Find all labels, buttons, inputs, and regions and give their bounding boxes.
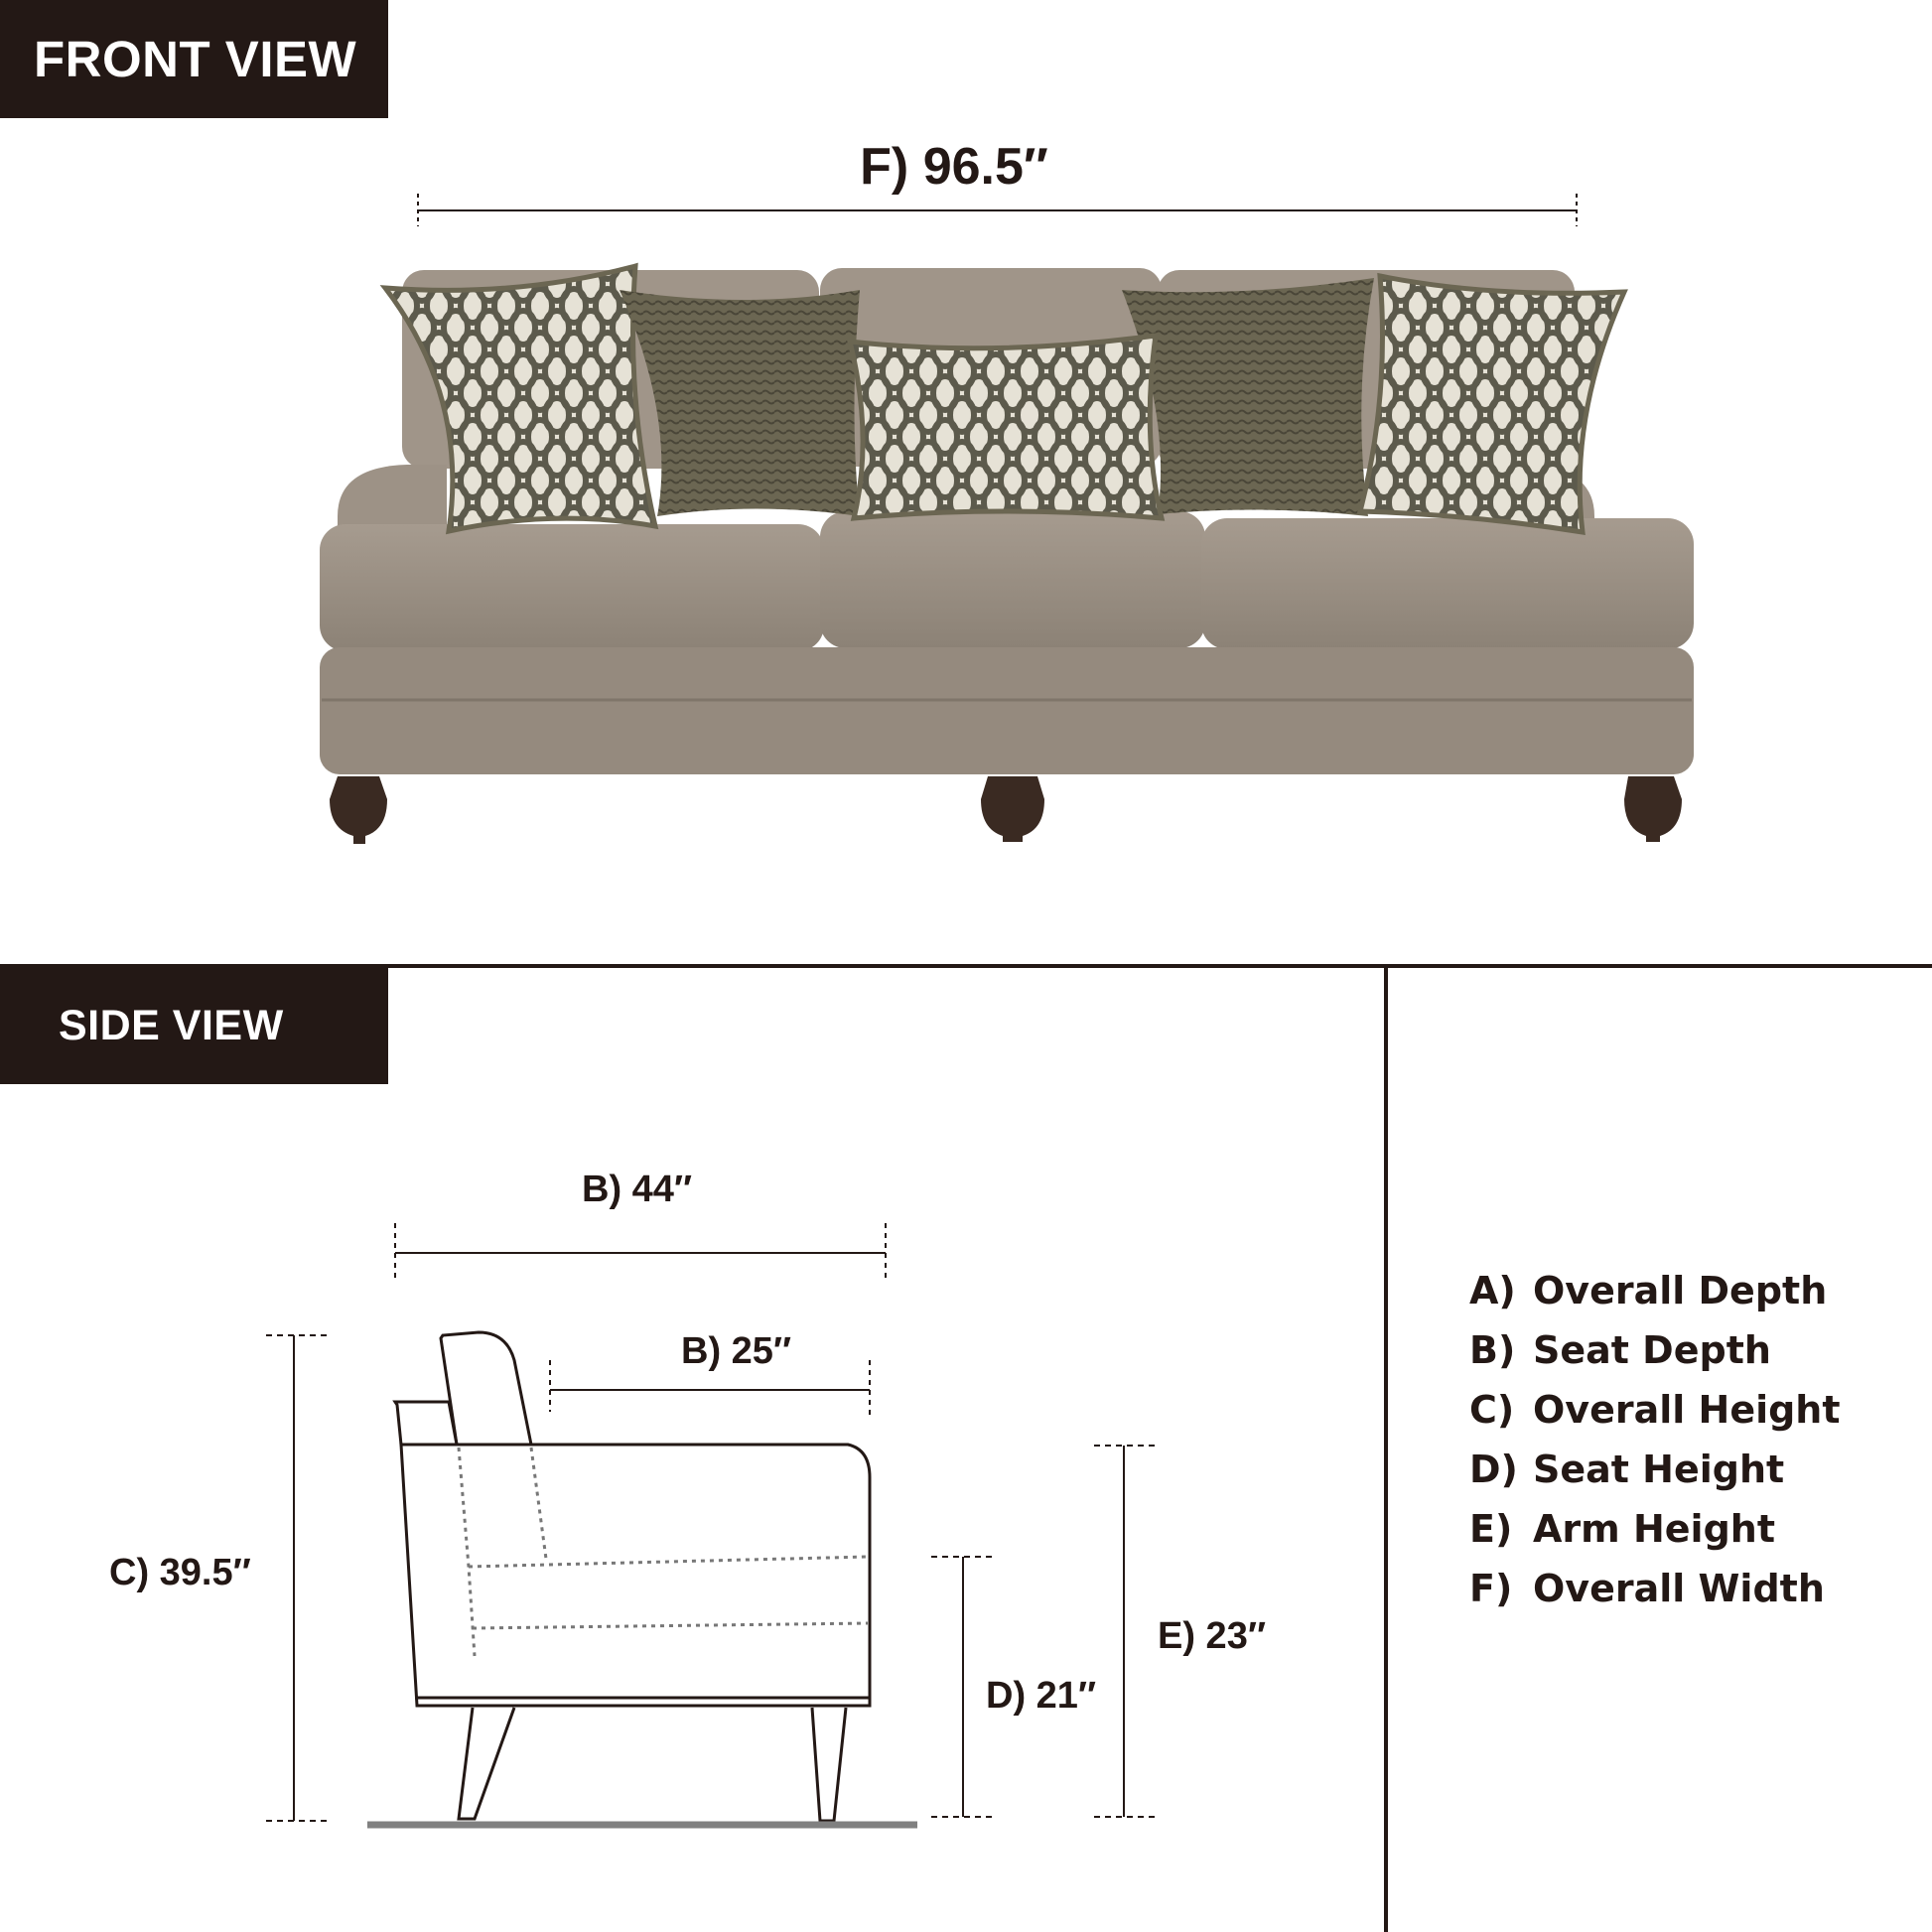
legend-label: Seat Height: [1533, 1448, 1785, 1491]
seat-depth-label: B) 25″: [681, 1330, 792, 1372]
legend-item: [1469, 1261, 1841, 1320]
dimension-legend: [1469, 1261, 1841, 1618]
legend-label: Arm Height: [1533, 1507, 1775, 1551]
side-view-tag-label: SIDE VIEW: [59, 1002, 284, 1049]
sofa-front-illustration: [320, 266, 1694, 844]
legend-item: [1469, 1320, 1841, 1380]
legend-key: A): [1469, 1269, 1516, 1312]
legend-item: [1469, 1559, 1841, 1618]
legend-label: Overall Height: [1533, 1388, 1841, 1432]
legend-label: Seat Depth: [1533, 1328, 1771, 1372]
legend-key: D): [1469, 1448, 1518, 1491]
overall-width-dimension: [418, 194, 1577, 226]
overall-depth-label: B) 44″: [582, 1169, 693, 1210]
legend-key: C): [1469, 1388, 1515, 1432]
overall-height-label: C) 39.5″: [109, 1552, 251, 1593]
legend-key: E): [1469, 1507, 1513, 1551]
seat-height-label: D) 21″: [986, 1675, 1097, 1717]
legend-item: [1469, 1440, 1841, 1499]
legend-item: [1469, 1380, 1841, 1440]
front-view-tag-label: FRONT VIEW: [34, 31, 357, 87]
legend-item: [1469, 1499, 1841, 1559]
overall-width-label: F) 96.5″: [860, 138, 1048, 196]
arm-height-label: E) 23″: [1158, 1615, 1267, 1657]
legend-label: Overall Depth: [1533, 1269, 1828, 1312]
sofa-side-illustration: [367, 1332, 917, 1825]
legend-key: F): [1469, 1567, 1513, 1610]
legend-label: Overall Width: [1533, 1567, 1825, 1610]
legend-key: B): [1469, 1328, 1516, 1372]
